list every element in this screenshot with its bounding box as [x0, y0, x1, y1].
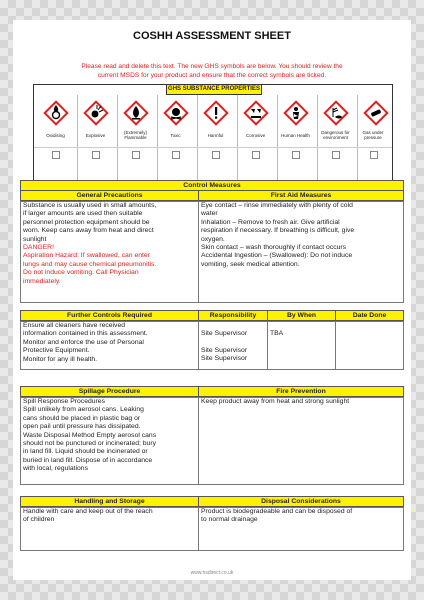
ghs-label: (Extremely) Flammable [123, 130, 147, 140]
instruction-text [33, 62, 391, 80]
divider [114, 147, 157, 148]
divider [194, 147, 237, 148]
control-measures-section [20, 180, 404, 310]
text-line: Ensure all cleaners have received [23, 322, 126, 329]
handling-text [23, 508, 197, 525]
divider [314, 147, 357, 148]
text-line: Keep product away from heat and strong sunlight [201, 398, 350, 405]
column-header: Responsibility [198, 310, 268, 321]
text-line: to normal drainage [201, 516, 258, 524]
text-line: vomiting, seek medical attention. [201, 260, 300, 268]
ghs-header: GHS SUBSTANCE PROPERTIES [166, 85, 262, 95]
corrosion-icon [243, 100, 269, 126]
divider [198, 507, 199, 550]
text-line: if larger amounts are used then suitable [23, 210, 143, 218]
column-header: Handling and Storage [20, 496, 199, 507]
flame-over-circle-icon [43, 100, 69, 126]
fire-prevention-text [201, 398, 401, 406]
further-controls-text [23, 322, 197, 364]
text-line: Inhalation – Remove to fresh air. Give artificial [201, 218, 340, 226]
text-line: Waste Disposal Method Empty aerosol cans [23, 431, 157, 439]
page-title: COSHH ASSESSMENT SHEET [133, 30, 291, 42]
ghs-checkbox[interactable] [52, 151, 60, 159]
divider [154, 147, 197, 148]
text-line: of children [23, 516, 55, 524]
text-line: Product is biodegradeable and can be disposed of [201, 508, 353, 515]
text-line: Eye contact – rinse immediately with plenty of cold [201, 202, 353, 209]
warning-line: lungs and may cause chemical pneumonitis. [23, 260, 157, 268]
column-header: Date Done [335, 310, 404, 321]
ghs-label: Explosive [85, 132, 106, 138]
instruction-line: Please read and delete this text. The new GHS symbols are below. You should review the [81, 63, 343, 70]
footer-url: www.hsdirect.co.uk [190, 570, 234, 576]
ghs-cell [274, 95, 318, 184]
column-header: Fire Prevention [198, 386, 404, 397]
divider [335, 321, 336, 369]
ghs-properties-table [33, 84, 393, 186]
ghs-cell [354, 95, 392, 184]
disposal-text [201, 508, 401, 525]
ghs-label: Harmful [207, 132, 224, 138]
ghs-checkbox[interactable] [172, 151, 180, 159]
ghs-label: Gas under pressure [362, 130, 384, 140]
document-page [13, 20, 411, 580]
warning-line: Do not induce vomiting. Call Physician [23, 269, 139, 277]
column-header: Disposal Considerations [198, 496, 404, 507]
text-line: Spill Response Procedures [23, 398, 105, 405]
spillage-text [23, 398, 197, 474]
ghs-checkbox[interactable] [92, 151, 100, 159]
text-line: cans should be placed in plastic bag or [23, 414, 141, 422]
exploding-bomb-icon [83, 100, 109, 126]
general-precautions-text [23, 202, 197, 286]
text-line: information contained in this assessment. [23, 330, 148, 338]
divider [198, 201, 199, 302]
responsibility-cell: Site Supervisor [201, 330, 248, 337]
text-line: Handle with care and keep out of the reach [23, 508, 153, 515]
divider [274, 147, 317, 148]
text-line: buried in land fill. Dispose of in accordance [23, 456, 153, 464]
text-line: open pail until pressure has dissipated. [23, 423, 141, 431]
environment-icon [323, 100, 349, 126]
text-line: Protective Equipment. [23, 347, 90, 355]
warning-line: Aspiration Hazard: If swallowed, can enter [23, 252, 150, 260]
text-line: in land fill. Liquid should be incinerated or [23, 448, 148, 456]
responsibility-cell: Site Supervisor [201, 355, 248, 362]
text-line: should not be punctured or incinerated; bury [23, 440, 157, 448]
column-header: Further Controls Required [20, 310, 199, 321]
warning-line: immediately. [23, 277, 61, 285]
ghs-label: Toxic [170, 132, 181, 138]
divider [267, 321, 268, 369]
responsibility-cell: Site Supervisor [201, 347, 248, 354]
ghs-label: Dangerous for environment [321, 130, 350, 140]
ghs-cell [234, 95, 278, 184]
ghs-checkbox[interactable] [212, 151, 220, 159]
section-title: Control Measures [20, 180, 404, 191]
column-header: General Precautions [20, 190, 199, 201]
column-header: Spillage Procedure [20, 386, 199, 397]
handling-section [20, 496, 404, 556]
ghs-checkbox[interactable] [132, 151, 140, 159]
divider [74, 147, 117, 148]
ghs-label: Corrosive [245, 132, 266, 138]
ghs-cell [114, 95, 158, 184]
ghs-cell [194, 95, 238, 184]
divider [198, 397, 199, 484]
ghs-checkbox[interactable] [370, 151, 378, 159]
ghs-checkbox[interactable] [252, 151, 260, 159]
exclamation-icon [203, 100, 229, 126]
further-controls-section [20, 310, 404, 372]
text-line: Spill unlikely from aerosol cans. Leaking [23, 406, 144, 414]
ghs-cell [34, 95, 78, 184]
gas-cylinder-icon [363, 100, 389, 126]
flame-icon [123, 100, 149, 126]
divider [234, 147, 277, 148]
ghs-cell [74, 95, 118, 184]
text-line: water [201, 210, 218, 218]
text-line: Skin contact – wash thoroughly if contact occurs [201, 244, 347, 252]
text-line: Substance is usually used in small amounts, [23, 202, 157, 209]
ghs-checkbox[interactable] [292, 151, 300, 159]
text-line: with local, regulations [23, 465, 88, 473]
text-line: sunlight [23, 235, 47, 243]
text-line: oxygen. [201, 235, 225, 243]
column-header: By When [267, 310, 336, 321]
by-when-cell: TBA [270, 330, 284, 337]
text-line: Accidental Ingestion – (Swallowed): Do not induce [201, 252, 353, 260]
skull-icon [163, 100, 189, 126]
column-header: First Aid Measures [198, 190, 404, 201]
spillage-section [20, 386, 404, 486]
ghs-cell [314, 95, 358, 184]
warning-line: DANGER! [23, 244, 54, 252]
text-line: Monitor for any ill health. [23, 355, 98, 363]
text-line: respiration if necessary. If breathing is difficult, give [201, 227, 355, 235]
instruction-line: current MSDS for your product and ensure that the correct symbols are ticked. [97, 72, 327, 79]
first-aid-text [201, 202, 401, 269]
ghs-label: Human Health [281, 132, 310, 138]
ghs-cell [154, 95, 198, 184]
health-hazard-icon [283, 100, 309, 126]
divider [34, 147, 77, 148]
ghs-label: Oxidising [46, 132, 65, 138]
text-line: worn. Keep cans away from heat and direct [23, 227, 154, 235]
divider [354, 147, 392, 148]
ghs-checkbox[interactable] [332, 151, 340, 159]
divider [198, 321, 199, 369]
text-line: Monitor and enforce the use of Personal [23, 338, 144, 346]
text-line: personnel protection equipment should be [23, 218, 150, 226]
